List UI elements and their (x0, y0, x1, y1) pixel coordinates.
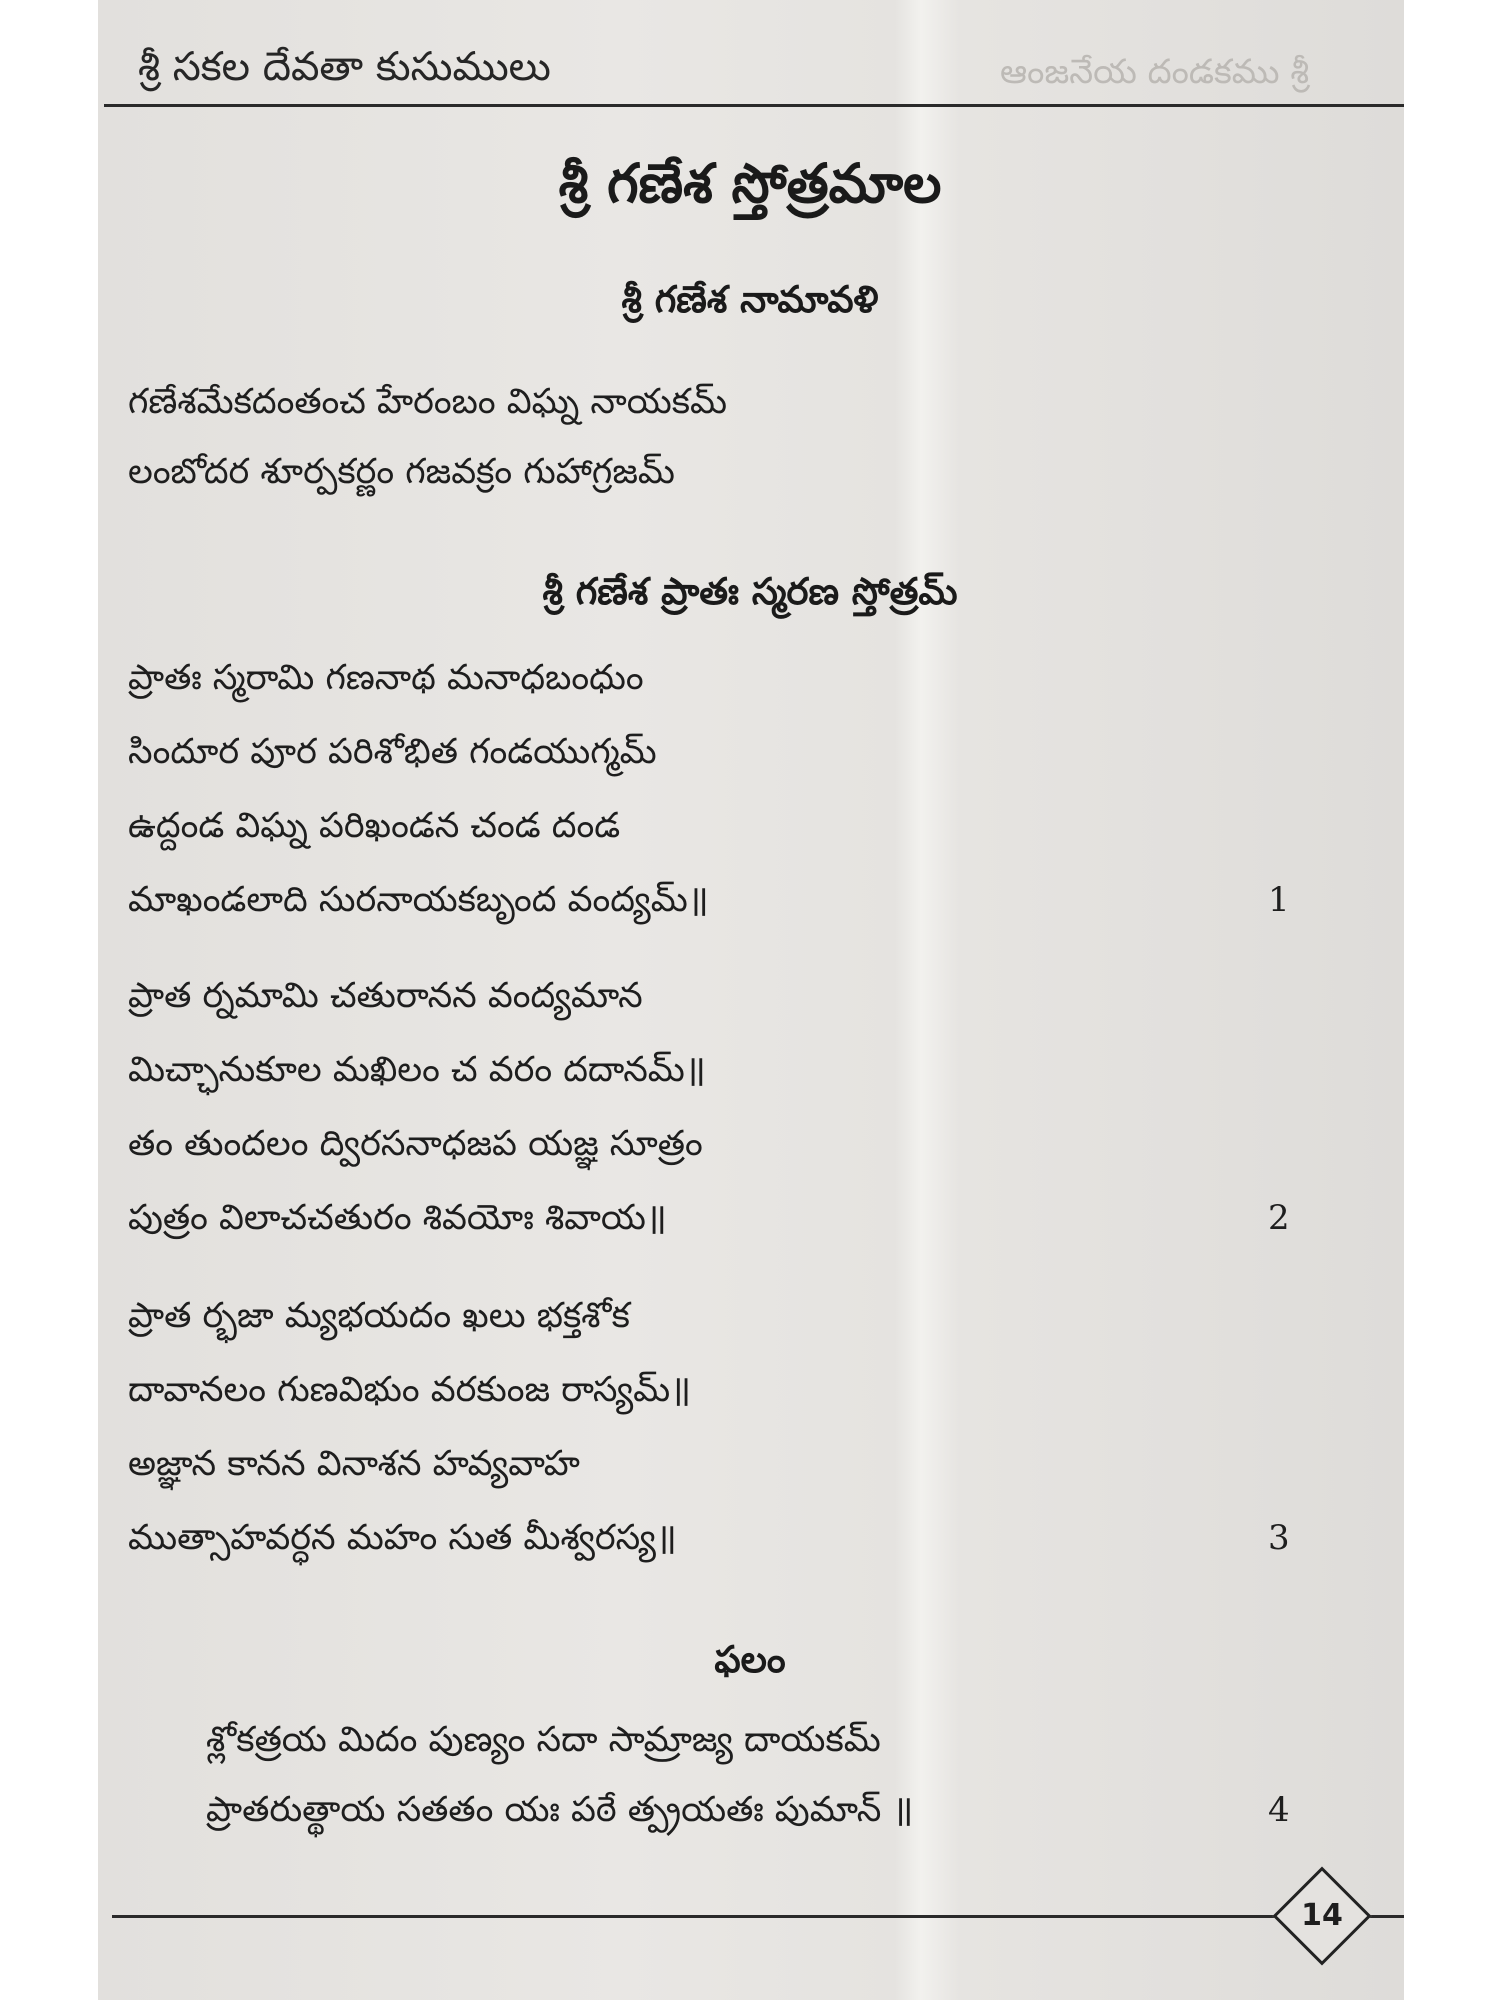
verse-number: 4 (1268, 1790, 1290, 1830)
phalam-heading: ఫలం (714, 1638, 786, 1681)
page-number-badge (1270, 1864, 1374, 1968)
phalam-line: శ్లోకత్రయ మిదం పుణ్యం సదా సామ్రాజ్య దాయకమ్ (206, 1720, 881, 1760)
verse-line: ప్రాత ర్భజా మ్యభయదం ఖలు భక్తశోక (128, 1296, 630, 1336)
verse-line: ఉద్దండ విఘ్న పరిఖండన చండ దండ (128, 806, 621, 846)
pratah-smarana-heading: శ్రీ గణేశ ప్రాతః స్మరణ స్తోత్రమ్ (542, 570, 958, 613)
footer-rule (112, 1915, 1404, 1918)
running-header-title: శ్రీ సకల దేవతా కుసుములు (138, 44, 551, 90)
verse-line: అజ్ఞాన కానన వినాశన హవ్యవాహ (128, 1444, 580, 1484)
page-number: 14 (1301, 1898, 1343, 1933)
verse-line: దావానలం గుణవిభుం వరకుంజ రాస్యమ్॥ (128, 1370, 692, 1410)
namavali-heading: శ్రీ గణేశ నామావళి (621, 278, 879, 321)
namavali-line: లంబోదర శూర్పకర్ణం గజవక్రం గుహాగ్రజమ్ (128, 452, 675, 492)
verse-line: మాఖండలాది సురనాయకబృంద వంద్యమ్॥ (128, 880, 709, 920)
verse-number: 1 (1268, 880, 1290, 920)
main-title: శ్రీ గణేశ స్తోత్రమాల (558, 152, 942, 215)
verse-line: ముత్సాహవర్ధన మహం సుత మీశ్వరస్య॥ (128, 1518, 677, 1558)
namavali-line: గణేశమేకదంతంచ హేరంబం విఘ్న నాయకమ్ (128, 382, 728, 422)
header-rule (104, 104, 1404, 107)
verse-line: ప్రాత ర్నమామి చతురానన వంద్యమాన (128, 976, 643, 1016)
bleed-through-text: ఆంజనేయ దండకము శ్రీ (1000, 52, 1310, 92)
phalam-line: ప్రాతరుత్థాయ సతతం యః పఠే త్ప్రయతః పుమాన్ ॥ (206, 1790, 914, 1830)
verse-number: 2 (1268, 1198, 1290, 1238)
verse-line: తం తుందలం ద్విరసనాధజప యజ్ఞ సూత్రం (128, 1124, 703, 1164)
verse-line: పుత్రం విలాచచతురం శివయోః శివాయ॥ (128, 1198, 667, 1238)
verse-line: సిందూర పూర పరిశోభిత గండయుగ్మమ్ (128, 732, 657, 772)
verse-line: మిచ్ఛానుకూల మఖిలం చ వరం దదానమ్॥ (128, 1050, 706, 1090)
verse-number: 3 (1268, 1518, 1290, 1558)
verse-line: ప్రాతః స్మరామి గణనాథ మనాధబంధుం (128, 658, 644, 698)
